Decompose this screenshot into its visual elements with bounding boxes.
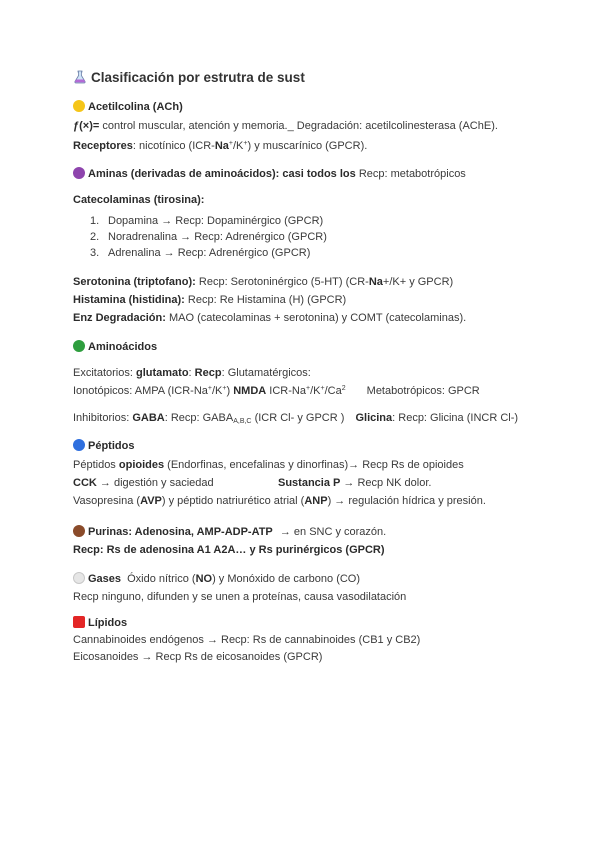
sup-plus: +	[305, 385, 311, 392]
lipidos-line-1: Cannabinoides endógenos → Recp: Rs de cannabinoides (CB1 y CB2)	[73, 634, 421, 646]
white-circle-icon	[73, 572, 85, 584]
sustancia-p-text: → Recp NK dolor.	[343, 477, 432, 489]
sup-plus: +	[228, 140, 233, 147]
list-text: Dopamina → Recp: Dopaminérgico (GPCR)	[108, 215, 324, 227]
vasopresina-text-3: ) → regulación hídrica y presión.	[327, 495, 486, 507]
gaba-text-2: (ICR Cl- y GPCR )	[254, 412, 345, 424]
purinas-heading-text: Purinas: Adenosina, AMP-ADP-ATP	[88, 526, 273, 538]
ionotropicos-line	[73, 382, 480, 398]
ampa-text-3: )	[226, 385, 231, 397]
histamina-text: Recp: Re Histamina (H) (GPCR)	[187, 294, 347, 306]
excitatorios-label: Excitatorios:	[73, 367, 133, 379]
enzima-text: MAO (catecolaminas + serotonina) y COMT (catecolaminas).	[168, 312, 467, 324]
list-item	[90, 230, 327, 244]
sup-plus: +	[207, 385, 212, 392]
vasopresina-text-2: ) y péptido natriurético atrial (	[161, 495, 305, 507]
opioides-text: (Endorfinas, encefalinas y dinorfinas)→ Recp Rs de opioides	[167, 459, 464, 471]
receptors-text-3: ) y muscarínico (GPCR).	[247, 140, 368, 152]
list-text: Noradrenalina → Recp: Adrenérgico (GPCR)	[108, 231, 327, 243]
func-text: control muscular, atención y memoria._ Degradación: acetilcolinesterasa (AChE).	[102, 120, 498, 132]
receptors-text-2: /K	[233, 140, 244, 152]
peptidos-text: Péptidos	[73, 459, 116, 471]
cck-label: CCK	[73, 477, 97, 489]
enzima-label: Enz Degradación:	[73, 312, 166, 324]
red-square-icon	[73, 616, 85, 628]
brown-circle-icon	[73, 525, 85, 537]
ach-heading	[73, 100, 183, 114]
purinas-heading-rest: → en SNC y corazón.	[279, 526, 387, 538]
serotonina-na: Na	[368, 276, 383, 288]
list-number: 1.	[90, 215, 100, 227]
ampa-text: Ionotópicos: AMPA (ICR-Na	[73, 385, 208, 397]
lipidos-heading	[73, 616, 127, 630]
list-item	[90, 246, 310, 260]
inhibitorios-line	[73, 411, 518, 429]
cck-text: → digestión y saciedad	[99, 477, 214, 489]
title-text: Clasificación por estrutra de sust	[91, 70, 305, 85]
catecol-heading: Catecolaminas (tirosina):	[73, 194, 205, 206]
ach-function-line	[73, 119, 498, 133]
colon: :	[188, 367, 192, 379]
receptors-na: Na	[214, 140, 229, 152]
aminas-heading-rest: Recp: metabotrópicos	[358, 168, 466, 180]
sustancia-p-label: Sustancia P	[278, 477, 341, 489]
gases-text-1: Óxido nítrico (	[127, 573, 196, 585]
ach-receptors-line	[73, 137, 367, 153]
ampa-text-2: /K	[212, 385, 223, 397]
inhibitorios-label: Inhibitorios:	[73, 412, 130, 424]
metabotropicos-text: Metabotrópicos: GPCR	[366, 385, 480, 397]
blue-circle-icon	[73, 439, 85, 451]
glicina-label: Glicina	[355, 412, 393, 424]
histamina-label: Histamina (histidina):	[73, 294, 185, 306]
sup-plus: +	[320, 385, 325, 392]
sup-plus: +	[222, 385, 227, 392]
vasopresina-line	[73, 494, 486, 508]
sustancia-p-line	[278, 476, 431, 490]
receptors-text-1: : nicotínico (ICR-	[132, 140, 215, 152]
purinas-recp-line: Recp: Rs de adenosina A1 A2A… y Rs purinérgicos (GPCR)	[73, 544, 385, 556]
lipidos-line-2: Eicosanoides → Recp Rs de eicosanoides (GPCR)	[73, 651, 323, 663]
receptors-label: Receptores	[73, 140, 133, 152]
green-circle-icon	[73, 340, 85, 352]
page-title	[73, 70, 305, 85]
glutamatergicos-text: : Glutamatérgicos:	[221, 367, 311, 379]
gaba-label: GABA	[132, 412, 165, 424]
sup-two: 2	[341, 385, 346, 392]
aminoacidos-heading-text: Aminoácidos	[88, 341, 158, 353]
aminas-heading	[73, 167, 466, 181]
gases-line-2: Recp ninguno, difunden y se unen a proteínas, causa vasodilatación	[73, 591, 407, 603]
ach-heading-text: Acetilcolina (ACh)	[88, 101, 183, 113]
list-number: 3.	[90, 247, 100, 259]
peptidos-heading	[73, 439, 134, 453]
nmda-text-3: /Ca	[324, 385, 342, 397]
serotonina-label: Serotonina (triptofano):	[73, 276, 196, 288]
aminas-heading-text: Aminas (derivadas de aminoácidos): casi todos los	[88, 168, 356, 180]
list-number: 2.	[90, 231, 100, 243]
gaba-subscript: A,B,C	[233, 418, 252, 425]
histamina-line	[73, 293, 346, 307]
sup-plus: +	[243, 140, 248, 147]
nmda-text: ICR-Na	[269, 385, 306, 397]
glicina-text: : Recp: Glicina (INCR Cl-)	[392, 412, 519, 424]
purple-circle-icon	[73, 167, 85, 179]
serotonina-text-1: Recp: Serotoninérgico (5-HT) (CR-	[198, 276, 369, 288]
func-label: ƒ(×)=	[73, 120, 100, 132]
peptidos-heading-text: Péptidos	[88, 440, 135, 452]
serotonina-line	[73, 275, 453, 289]
excitatorios-line	[73, 366, 311, 380]
serotonina-text-2: +/K+ y GPCR)	[382, 276, 454, 288]
anp-label: ANP	[304, 495, 328, 507]
vasopresina-text-1: Vasopresina (	[73, 495, 141, 507]
lipidos-heading-text: Lípidos	[88, 617, 128, 629]
flask-icon	[73, 70, 87, 84]
gases-heading	[73, 572, 360, 586]
nmda-label: NMDA	[233, 385, 267, 397]
no-label: NO	[195, 573, 213, 585]
gaba-text: : Recp: GABA	[164, 412, 234, 424]
recp-label: Recp	[194, 367, 222, 379]
aminoacidos-heading	[73, 340, 157, 354]
avp-label: AVP	[140, 495, 162, 507]
opioides-line	[73, 458, 464, 472]
purinas-heading	[73, 525, 386, 539]
yellow-circle-icon	[73, 100, 85, 112]
nmda-text-2: /K	[310, 385, 321, 397]
gases-heading-text: Gases	[88, 573, 122, 585]
list-item	[90, 214, 323, 228]
opioides-label: opioides	[118, 459, 165, 471]
cck-line	[73, 476, 214, 490]
enzima-line	[73, 311, 466, 325]
gases-text-2: ) y Monóxido de carbono (CO)	[212, 573, 361, 585]
glutamato: glutamato	[135, 367, 189, 379]
list-text: Adrenalina → Recp: Adrenérgico (GPCR)	[108, 247, 311, 259]
